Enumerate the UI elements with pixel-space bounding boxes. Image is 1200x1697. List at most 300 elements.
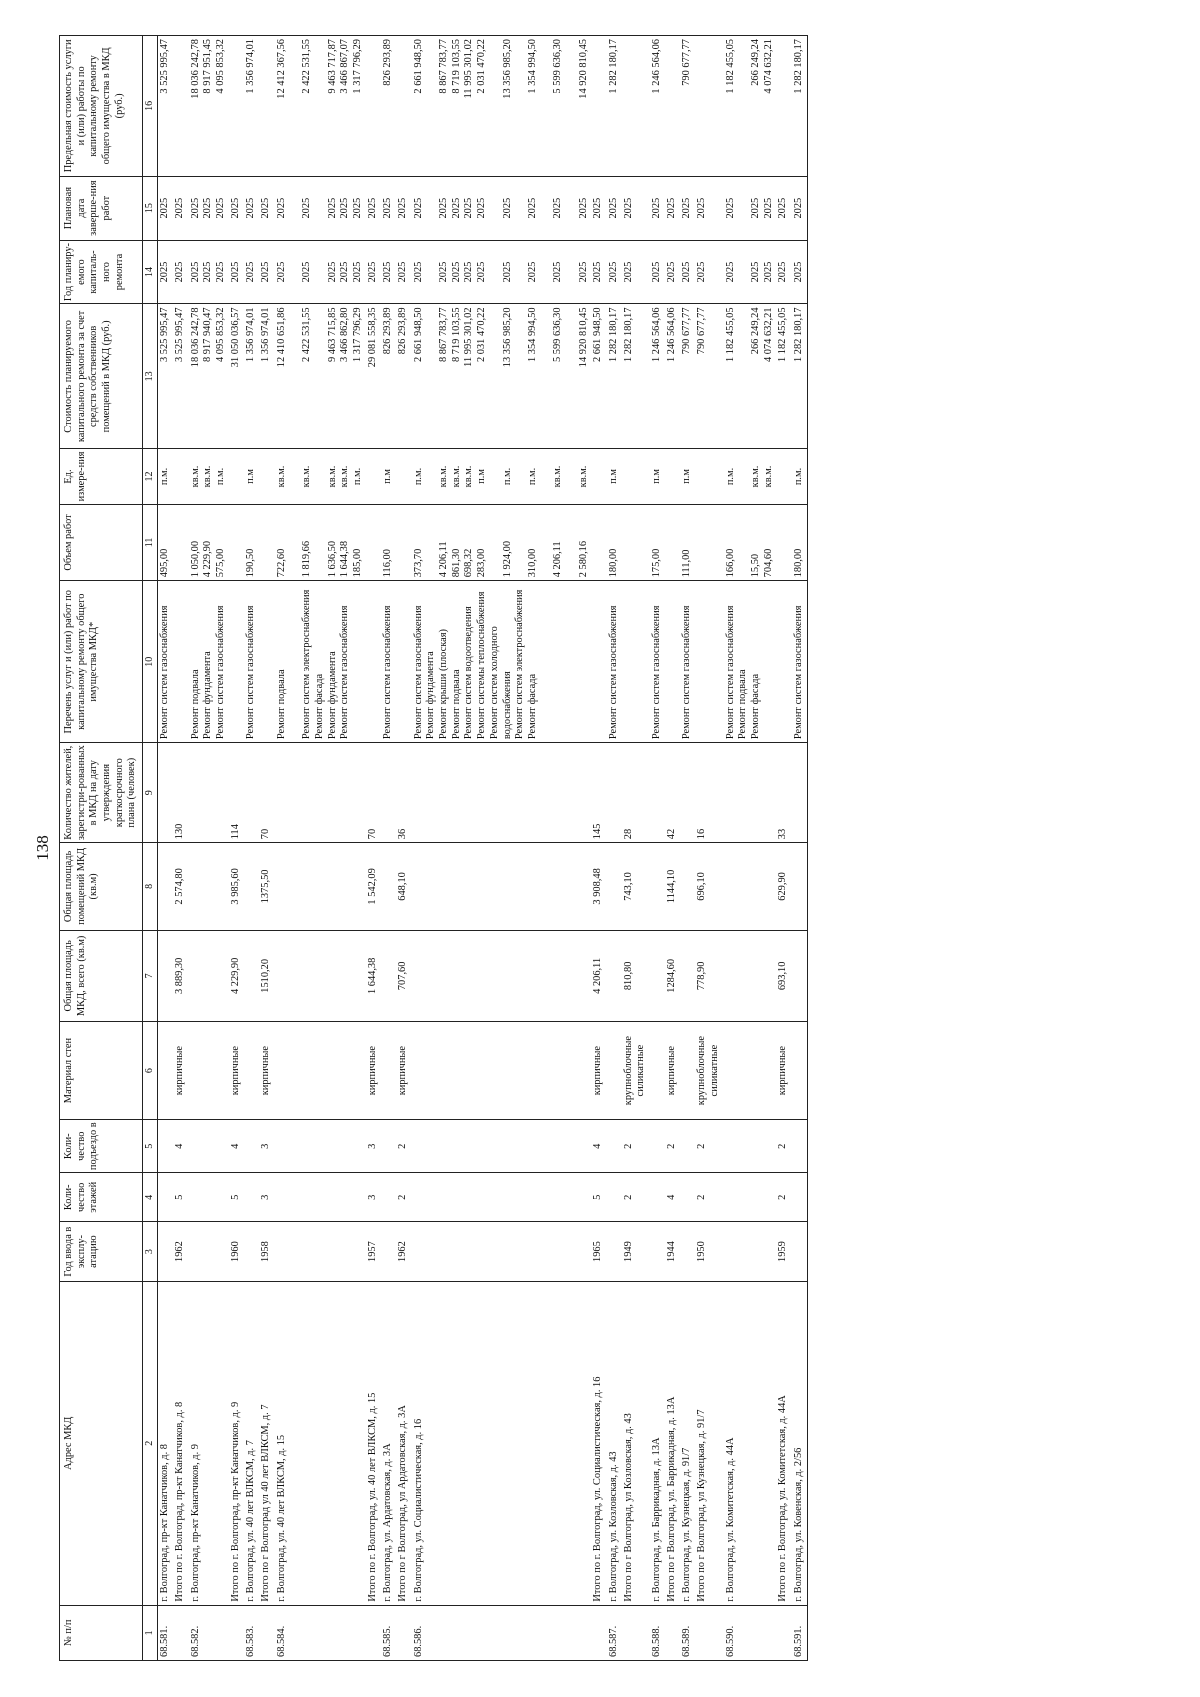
work-list-cell: Ремонт систем газоснабжения Ремонт подвала Ремонт фасада	[724, 581, 777, 743]
row-number: 68.587.	[607, 1605, 622, 1660]
residents-cell: 16	[695, 743, 723, 843]
limit-cost-cell	[173, 36, 189, 177]
end-date-cell: 2025	[381, 176, 396, 240]
volume-cell: 116,00	[381, 504, 396, 581]
unit-cell: п.м.	[158, 449, 173, 504]
total-area-cell	[158, 930, 173, 1022]
cost-cell: 1 246 564,06	[650, 304, 665, 449]
work-list-cell	[173, 581, 189, 743]
total-row	[229, 36, 245, 1661]
wall-material-cell: кирпичные	[259, 1022, 275, 1120]
cost-cell: 1 356 974,01	[259, 304, 275, 449]
cost-cell: 1 356 974,01	[244, 304, 259, 449]
unit-cell	[366, 449, 382, 504]
entrances-cell	[792, 1120, 807, 1173]
row-number	[591, 1605, 607, 1660]
item-row	[189, 36, 229, 1661]
volume-cell	[366, 504, 382, 581]
residents-cell: 114	[229, 743, 245, 843]
entrances-cell	[680, 1120, 695, 1173]
total-area-cell	[189, 930, 229, 1022]
row-number	[259, 1605, 275, 1660]
work-list-cell: Ремонт подвала Ремонт систем электроснабжения Ремонт фасада Ремонт фундамента Ремонт систем газоснабжения	[275, 581, 366, 743]
page-number: 138	[33, 835, 52, 861]
premises-area-cell	[275, 843, 366, 930]
total-area-cell	[244, 930, 259, 1022]
address-cell: Итого по г Волгоград, ул Козловская, д. 43	[622, 1281, 650, 1605]
plan-year-cell: 2025	[695, 240, 723, 304]
year-cell	[244, 1222, 259, 1282]
address-cell: Итого по г Волгоград, ул. Баррикадная, д. 13А	[665, 1281, 681, 1605]
entrances-cell: 4	[173, 1120, 189, 1173]
limit-cost-cell	[776, 36, 792, 177]
limit-cost-cell: 790 677,77	[680, 36, 695, 177]
wall-material-cell: крупноблочные силикатные	[695, 1022, 723, 1120]
volume-cell: 495,00	[158, 504, 173, 581]
residents-cell	[244, 743, 259, 843]
wall-material-cell: кирпичные	[366, 1022, 382, 1120]
address-cell: г. Волгоград, пр-кт Канатчиков, д. 8	[158, 1281, 173, 1605]
work-list-cell: Ремонт систем газоснабжения	[244, 581, 259, 743]
limit-cost-cell	[259, 36, 275, 177]
floors-cell: 4	[665, 1173, 681, 1222]
work-list-cell: Ремонт систем газоснабжения	[650, 581, 665, 743]
column-number-row	[143, 36, 158, 1661]
address-cell: г. Волгоград, ул. Кузнецкая, д. 91/7	[680, 1281, 695, 1605]
column-header: Общая площадь МКД, всего (кв.м)	[60, 930, 143, 1022]
residents-cell	[412, 743, 592, 843]
column-number: 8	[143, 843, 158, 930]
floors-cell: 2	[396, 1173, 412, 1222]
column-header: Предельная стоимость услуги и (или) работы по капитальному ремонту общего имущества в МКД (руб.)	[60, 36, 143, 177]
row-number	[366, 1605, 382, 1660]
premises-area-cell	[158, 843, 173, 930]
plan-year-cell: 2025 2025 2025 2025 2025 2025 2025 2025 2025	[412, 240, 592, 304]
address-cell: Итого по г. Волгоград, ул. Социалистическая, д. 16	[591, 1281, 607, 1605]
end-date-cell: 2025	[591, 176, 607, 240]
limit-cost-cell	[396, 36, 412, 177]
item-row	[275, 36, 366, 1661]
residents-cell: 130	[173, 743, 189, 843]
premises-area-cell	[650, 843, 665, 930]
plan-year-cell: 2025	[622, 240, 650, 304]
wall-material-cell	[244, 1022, 259, 1120]
total-row	[665, 36, 681, 1661]
address-cell: г. Волгоград, ул. Козловская, д. 43	[607, 1281, 622, 1605]
floors-cell	[607, 1173, 622, 1222]
year-cell	[158, 1222, 173, 1282]
cost-cell: 18 036 242,78 8 917 940,47 4 095 853,32	[189, 304, 229, 449]
plan-year-cell: 2025 2025 2025	[189, 240, 229, 304]
total-area-cell	[724, 930, 777, 1022]
unit-cell	[259, 449, 275, 504]
year-cell: 1959	[776, 1222, 792, 1282]
row-number	[396, 1605, 412, 1660]
end-date-cell: 2025	[607, 176, 622, 240]
end-date-cell: 2025	[680, 176, 695, 240]
total-area-cell: 810,80	[622, 930, 650, 1022]
residents-cell	[189, 743, 229, 843]
row-number	[695, 1605, 723, 1660]
limit-cost-cell	[591, 36, 607, 177]
premises-area-cell	[244, 843, 259, 930]
year-cell	[607, 1222, 622, 1282]
floors-cell	[680, 1173, 695, 1222]
cost-cell: 3 525 995,47	[158, 304, 173, 449]
wall-material-cell	[275, 1022, 366, 1120]
end-date-cell: 2025	[776, 176, 792, 240]
entrances-cell: 3	[259, 1120, 275, 1173]
total-area-cell	[650, 930, 665, 1022]
column-header: Коли-чество подъездо в	[60, 1120, 143, 1173]
plan-year-cell: 2025	[680, 240, 695, 304]
floors-cell	[650, 1173, 665, 1222]
unit-cell: п.м	[381, 449, 396, 504]
year-cell: 1958	[259, 1222, 275, 1282]
end-date-cell: 2025 2025 2025	[724, 176, 777, 240]
cost-cell: 2 661 948,50 8 867 783,77 8 719 103,55 11 995 301,02 2 031 470,22 13 356 985,20 1 354 994,50 5 599 636,30 14 920 810,45	[412, 304, 592, 449]
column-number: 13	[143, 304, 158, 449]
work-list-cell: Ремонт систем газоснабжения	[792, 581, 807, 743]
unit-cell	[695, 449, 723, 504]
premises-area-cell: 743,10	[622, 843, 650, 930]
plan-year-cell: 2025	[158, 240, 173, 304]
column-number: 15	[143, 176, 158, 240]
residents-cell: 145	[591, 743, 607, 843]
end-date-cell: 2025	[622, 176, 650, 240]
work-list-cell	[229, 581, 245, 743]
entrances-cell	[724, 1120, 777, 1173]
unit-cell	[622, 449, 650, 504]
year-cell: 1957	[366, 1222, 382, 1282]
limit-cost-cell: 3 525 995,47	[158, 36, 173, 177]
total-row	[173, 36, 189, 1661]
wall-material-cell	[158, 1022, 173, 1120]
work-list-cell	[665, 581, 681, 743]
total-row	[622, 36, 650, 1661]
cost-cell: 790 677,77	[680, 304, 695, 449]
residents-cell	[381, 743, 396, 843]
entrances-cell	[381, 1120, 396, 1173]
unit-cell: кв.м. кв.м. кв.м. кв.м. п.м.	[275, 449, 366, 504]
floors-cell	[412, 1173, 592, 1222]
cost-cell: 1 282 180,17	[622, 304, 650, 449]
end-date-cell: 2025	[650, 176, 665, 240]
end-date-cell: 2025 2025 2025 2025 2025 2025 2025 2025 2025	[412, 176, 592, 240]
unit-cell: п.м. кв.м. кв.м.	[724, 449, 777, 504]
wall-material-cell: крупноблочные силикатные	[622, 1022, 650, 1120]
entrances-cell: 3	[366, 1120, 382, 1173]
residents-cell: 33	[776, 743, 792, 843]
limit-cost-cell	[665, 36, 681, 177]
volume-cell: 722,60 1 819,66 1 636,50 1 644,38 185,00	[275, 504, 366, 581]
floors-cell: 5	[173, 1173, 189, 1222]
total-row	[396, 36, 412, 1661]
wall-material-cell: кирпичные	[229, 1022, 245, 1120]
address-cell: Итого по г. Волгоград, ул. 40 лет ВЛКСМ, д. 15	[366, 1281, 382, 1605]
total-row	[776, 36, 792, 1661]
volume-cell: 175,00	[650, 504, 665, 581]
wall-material-cell	[792, 1022, 807, 1120]
floors-cell	[381, 1173, 396, 1222]
cost-cell: 826 293,89	[396, 304, 412, 449]
work-list-cell: Ремонт систем газоснабжения	[607, 581, 622, 743]
end-date-cell: 2025	[229, 176, 245, 240]
volume-cell	[776, 504, 792, 581]
residents-cell	[607, 743, 622, 843]
column-number: 2	[143, 1281, 158, 1605]
total-area-cell	[275, 930, 366, 1022]
unit-cell: п.м	[680, 449, 695, 504]
premises-area-cell	[680, 843, 695, 930]
volume-cell	[665, 504, 681, 581]
column-header: Перечень услуг и (или) работ по капитальному ремонту общего имущества МКД*	[60, 581, 143, 743]
unit-cell	[396, 449, 412, 504]
work-list-cell: Ремонт систем газоснабжения	[158, 581, 173, 743]
item-row	[680, 36, 695, 1661]
item-row	[650, 36, 665, 1661]
end-date-cell: 2025	[665, 176, 681, 240]
entrances-cell: 2	[665, 1120, 681, 1173]
wall-material-cell	[607, 1022, 622, 1120]
end-date-cell: 2025	[259, 176, 275, 240]
residents-cell	[680, 743, 695, 843]
cost-cell: 1 182 455,05 266 249,24 4 074 632,21	[724, 304, 777, 449]
total-area-cell: 707,60	[396, 930, 412, 1022]
cost-cell: 29 081 558,35	[366, 304, 382, 449]
end-date-cell: 2025	[244, 176, 259, 240]
limit-cost-cell: 1 182 455,05 266 249,24 4 074 632,21	[724, 36, 777, 177]
residents-cell: 70	[259, 743, 275, 843]
floors-cell: 5	[591, 1173, 607, 1222]
address-cell: Итого по г Волгоград, ул Кузнецкая, д. 91/7	[695, 1281, 723, 1605]
row-number	[173, 1605, 189, 1660]
volume-cell: 180,00	[607, 504, 622, 581]
entrances-cell	[158, 1120, 173, 1173]
premises-area-cell: 1144,10	[665, 843, 681, 930]
unit-cell	[776, 449, 792, 504]
plan-year-cell: 2025	[792, 240, 807, 304]
year-cell: 1965	[591, 1222, 607, 1282]
column-header: Плановая дата заверше-ния работ	[60, 176, 143, 240]
item-row	[158, 36, 173, 1661]
floors-cell: 5	[229, 1173, 245, 1222]
wall-material-cell: кирпичные	[396, 1022, 412, 1120]
total-area-cell: 1510,20	[259, 930, 275, 1022]
floors-cell	[158, 1173, 173, 1222]
column-header: Год ввода в эксплу-атацию	[60, 1222, 143, 1282]
entrances-cell	[412, 1120, 592, 1173]
address-cell: г. Волгоград, пр-кт Канатчиков, д. 9	[189, 1281, 229, 1605]
year-cell: 1944	[665, 1222, 681, 1282]
cost-cell: 826 293,89	[381, 304, 396, 449]
premises-area-cell: 2 574,80	[173, 843, 189, 930]
end-date-cell: 2025	[792, 176, 807, 240]
repair-plan-table	[59, 35, 808, 1661]
unit-cell: п.м	[650, 449, 665, 504]
total-row	[259, 36, 275, 1661]
row-number: 68.584.	[275, 1605, 366, 1660]
volume-cell	[396, 504, 412, 581]
end-date-cell: 2025	[173, 176, 189, 240]
entrances-cell: 2	[622, 1120, 650, 1173]
work-list-cell	[622, 581, 650, 743]
column-header: Материал стен	[60, 1022, 143, 1120]
entrances-cell: 2	[776, 1120, 792, 1173]
cost-cell: 12 410 651,86 2 422 531,55 9 463 715,85 3 466 862,80 1 317 796,29	[275, 304, 366, 449]
volume-cell	[259, 504, 275, 581]
row-number: 68.583.	[244, 1605, 259, 1660]
work-list-cell	[366, 581, 382, 743]
volume-cell	[591, 504, 607, 581]
unit-cell: п.м. кв.м. кв.м. кв.м. п.м п.м. п.м. кв.м. кв.м.	[412, 449, 592, 504]
address-cell: Итого по г Волгоград, ул Ардатовская, д. 3А	[396, 1281, 412, 1605]
column-number: 10	[143, 581, 158, 743]
premises-area-cell	[412, 843, 592, 930]
cost-cell: 1 282 180,17	[792, 304, 807, 449]
plan-year-cell: 2025	[607, 240, 622, 304]
wall-material-cell	[650, 1022, 665, 1120]
wall-material-cell	[724, 1022, 777, 1120]
end-date-cell: 2025 2025 2025 2025 2025	[275, 176, 366, 240]
entrances-cell: 2	[695, 1120, 723, 1173]
premises-area-cell: 648,10	[396, 843, 412, 930]
total-area-cell: 4 229,90	[229, 930, 245, 1022]
floors-cell: 2	[622, 1173, 650, 1222]
volume-cell	[622, 504, 650, 581]
total-area-cell	[680, 930, 695, 1022]
plan-year-cell: 2025	[381, 240, 396, 304]
address-cell: г. Волгоград, ул. 40 лет ВЛКСМ, д. 15	[275, 1281, 366, 1605]
unit-cell	[665, 449, 681, 504]
floors-cell	[244, 1173, 259, 1222]
end-date-cell: 2025 2025 2025	[189, 176, 229, 240]
year-cell: 1962	[396, 1222, 412, 1282]
total-area-cell	[412, 930, 592, 1022]
volume-cell: 166,00 15,50 704,60	[724, 504, 777, 581]
item-row	[412, 36, 592, 1661]
column-number: 14	[143, 240, 158, 304]
plan-year-cell: 2025	[591, 240, 607, 304]
wall-material-cell	[189, 1022, 229, 1120]
end-date-cell: 2025	[366, 176, 382, 240]
document-page	[25, 23, 1175, 1673]
plan-year-cell: 2025	[665, 240, 681, 304]
total-row	[366, 36, 382, 1661]
work-list-cell	[591, 581, 607, 743]
total-row	[695, 36, 723, 1661]
year-cell: 1960	[229, 1222, 245, 1282]
limit-cost-cell	[366, 36, 382, 177]
year-cell	[680, 1222, 695, 1282]
cost-cell: 3 525 995,47	[173, 304, 189, 449]
plan-year-cell: 2025	[650, 240, 665, 304]
unit-cell: п.м	[607, 449, 622, 504]
year-cell	[412, 1222, 592, 1282]
limit-cost-cell: 1 356 974,01	[244, 36, 259, 177]
floors-cell: 2	[776, 1173, 792, 1222]
premises-area-cell: 629,90	[776, 843, 792, 930]
total-area-cell: 4 206,11	[591, 930, 607, 1022]
volume-cell: 180,00	[792, 504, 807, 581]
total-area-cell	[607, 930, 622, 1022]
row-number: 68.582.	[189, 1605, 229, 1660]
row-number	[229, 1605, 245, 1660]
limit-cost-cell: 1 282 180,17	[792, 36, 807, 177]
year-cell	[650, 1222, 665, 1282]
cost-cell: 1 246 564,06	[665, 304, 681, 449]
entrances-cell	[607, 1120, 622, 1173]
total-area-cell: 1284,60	[665, 930, 681, 1022]
address-cell: г. Волгоград, ул. Социалистическая, д. 16	[412, 1281, 592, 1605]
cost-cell: 2 661 948,50	[591, 304, 607, 449]
end-date-cell: 2025	[695, 176, 723, 240]
cost-cell: 790 677,77	[695, 304, 723, 449]
premises-area-cell: 3 985,60	[229, 843, 245, 930]
row-number	[665, 1605, 681, 1660]
row-number	[776, 1605, 792, 1660]
work-list-cell: Ремонт систем газоснабжения	[381, 581, 396, 743]
end-date-cell: 2025	[396, 176, 412, 240]
column-header: Общая площадь помещений МКД (кв.м)	[60, 843, 143, 930]
column-number: 16	[143, 36, 158, 177]
row-number: 68.588.	[650, 1605, 665, 1660]
plan-year-cell: 2025	[396, 240, 412, 304]
residents-cell	[275, 743, 366, 843]
column-header: Адрес МКД	[60, 1281, 143, 1605]
column-number: 7	[143, 930, 158, 1022]
total-row	[591, 36, 607, 1661]
end-date-cell: 2025	[158, 176, 173, 240]
premises-area-cell	[189, 843, 229, 930]
volume-cell	[229, 504, 245, 581]
plan-year-cell: 2025	[776, 240, 792, 304]
column-header: Ед. измере-ния	[60, 449, 143, 504]
work-list-cell	[259, 581, 275, 743]
year-cell	[381, 1222, 396, 1282]
entrances-cell	[244, 1120, 259, 1173]
item-row	[724, 36, 777, 1661]
premises-area-cell	[792, 843, 807, 930]
row-number: 68.585.	[381, 1605, 396, 1660]
unit-cell	[591, 449, 607, 504]
column-header: Количество жителей, зарегистри-рованных в МКД на дату утверждения краткосрочного плана (человек)	[60, 743, 143, 843]
unit-cell	[173, 449, 189, 504]
column-header: Стоимость планируемого капитального ремонта за счет средств собственников помещений в МКД (руб.)	[60, 304, 143, 449]
residents-cell: 36	[396, 743, 412, 843]
floors-cell: 3	[259, 1173, 275, 1222]
floors-cell	[189, 1173, 229, 1222]
premises-area-cell	[724, 843, 777, 930]
year-cell	[275, 1222, 366, 1282]
work-list-cell: Ремонт подвала Ремонт фундамента Ремонт систем газоснабжения	[189, 581, 229, 743]
floors-cell: 2	[695, 1173, 723, 1222]
volume-cell	[695, 504, 723, 581]
volume-cell	[173, 504, 189, 581]
floors-cell	[275, 1173, 366, 1222]
work-list-cell	[776, 581, 792, 743]
floors-cell	[724, 1173, 777, 1222]
wall-material-cell	[680, 1022, 695, 1120]
cost-cell: 31 050 036,57	[229, 304, 245, 449]
premises-area-cell	[381, 843, 396, 930]
premises-area-cell	[607, 843, 622, 930]
entrances-cell: 4	[229, 1120, 245, 1173]
plan-year-cell: 2025	[229, 240, 245, 304]
unit-cell: кв.м. кв.м. п.м.	[189, 449, 229, 504]
residents-cell: 28	[622, 743, 650, 843]
address-cell: Итого по г. Волгоград, ул. Комитетская, д. 44А	[776, 1281, 792, 1605]
